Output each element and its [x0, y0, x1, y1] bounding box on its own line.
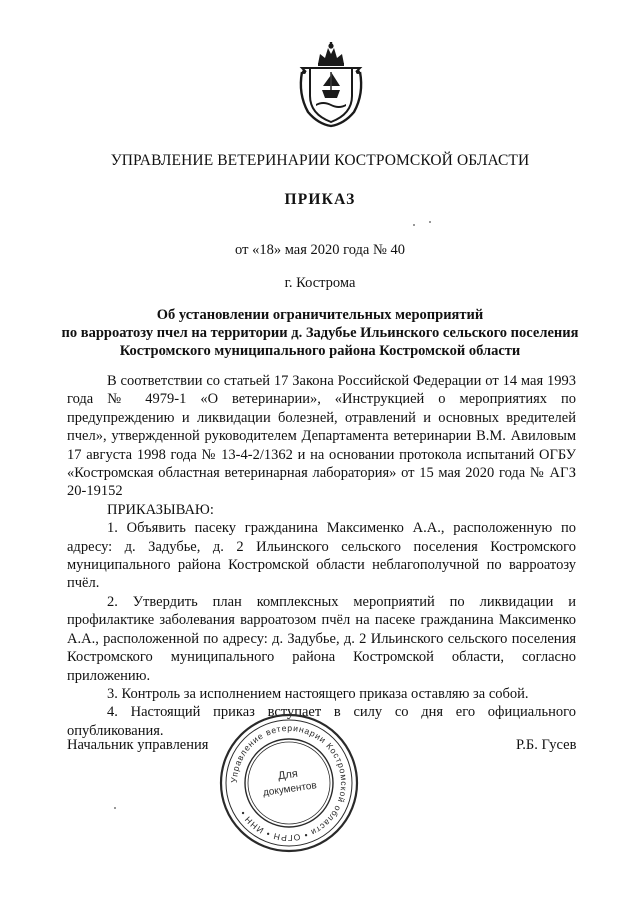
signatory-name: Р.Б. Гусев: [516, 737, 577, 753]
preamble-paragraph: В соответствии со статьей 17 Закона Российской Федерации от 14 мая 1993 года № 4979-1 «О ветеринарии», «Инструкцией о мероприятиях по предупреждению и ликвидации болезней, отравлений и основных вредителей пчел», утвержденной руководителем Департамента ветеринарии В.М. Авиловым 17 августа 1998 года № 13-4-2/1362 и на основании протокола испытаний ОГБУ «Костромская областная ветеринарная лаборатория» от 15 мая 2020 года № АГЗ 20-19152: [67, 373, 576, 500]
order-date-number: от «18» мая 2020 года № 40: [235, 242, 405, 258]
stamp-label-line-1: Для: [277, 767, 299, 783]
coat-of-arms-icon: [296, 42, 366, 128]
official-stamp: [218, 712, 360, 854]
document-type: ПРИКАЗ: [284, 191, 356, 208]
svg-text:Управление ветеринарии Костром: [229, 723, 349, 843]
stamp-ring-text: Управление ветеринарии Костромской области • ОГРН • ИНН •: [228, 722, 350, 844]
scan-speck: [114, 807, 116, 809]
order-item-3: 3. Контроль за исполнением настоящего приказа оставляю за собой.: [107, 685, 529, 702]
order-item-2: 2. Утвердить план комплексных мероприятий по ликвидации и профилактике заболевания варроатозом пчёл на пасеке гражданина Максименко А.А., расположенной по адресу: д. Задубье, д. 2 Ильинского сельского поселения Костромского муниципального района Костромской области, согласно приложению.: [67, 593, 576, 684]
order-word: ПРИКАЗЫВАЮ:: [107, 501, 214, 518]
order-subject: [0, 306, 640, 360]
scan-speck: [413, 224, 415, 226]
city: г. Кострома: [284, 275, 356, 291]
subject-line-2: по варроатозу пчел на территории д. Задубье Ильинского сельского поселения: [61, 325, 579, 341]
scan-speck: [429, 221, 431, 223]
order-body: [67, 372, 576, 740]
subject-line-1: Об установлении ограничительных мероприятий: [156, 307, 484, 323]
subject-line-3: Костромского муниципального района Костромской области: [119, 343, 521, 359]
order-item-4: 4. Настоящий приказ вступает в силу со дня его официального опубликования.: [67, 704, 576, 739]
agency-name: УПРАВЛЕНИЕ ВЕТЕРИНАРИИ КОСТРОМСКОЙ ОБЛАСТИ: [110, 152, 530, 169]
signatory-title: Начальник управления: [67, 737, 209, 753]
stamp-label-line-2: документов: [262, 780, 318, 799]
order-item-1: 1. Объявить пасеку гражданина Максименко А.А., расположенную по адресу: д. Задубье, д. 2 Ильинского сельского поселения Костромского муниципального района Костромской области неблагополучной по варроатозу пчёл.: [67, 520, 576, 592]
